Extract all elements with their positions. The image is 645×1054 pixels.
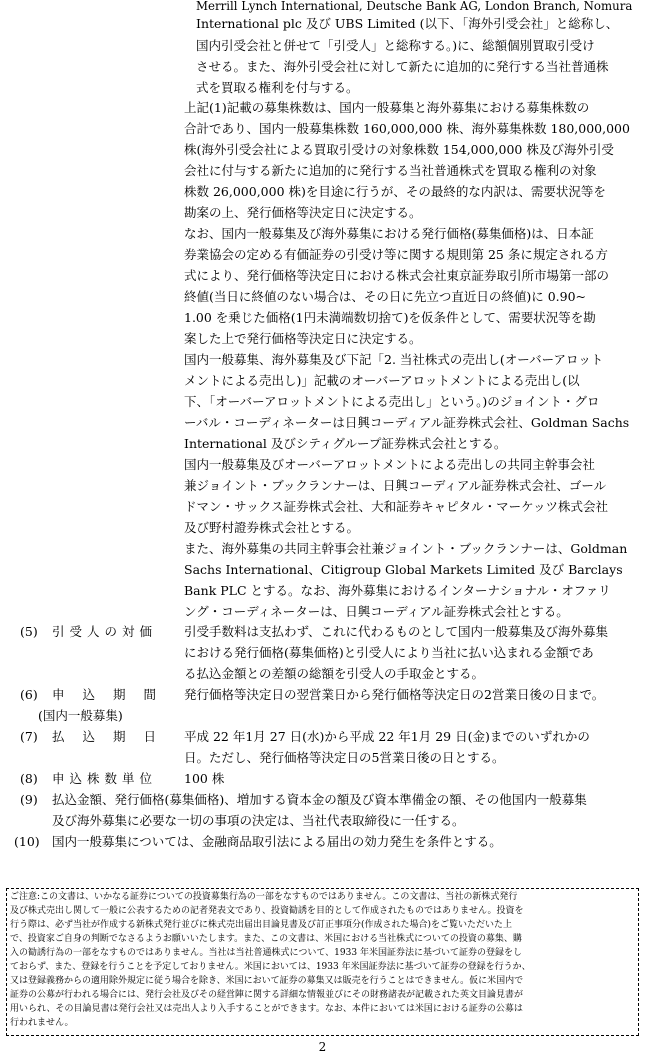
text-line: Merrill Lynch International, Deutsche Bank AG, London Branch, Nomura (196, 0, 633, 13)
item-label: 申込株数単位 (52, 771, 158, 786)
text-line: メントによる売出し)」記載のオーバーアロットメントによる売出し(以 (184, 373, 580, 388)
item-label: 払込期日 (52, 729, 175, 744)
item-number: (10) (14, 834, 40, 849)
item-number: (5) (20, 624, 38, 639)
disclaimer-line: 行う際は、必ず当社が作成する新株式発行並びに株式売出届出目論見書及び訂正事項分(作成された場合)をご覧いただいた上 (10, 920, 513, 930)
text-line: における発行価格(募集価格)と引受人により当社に払い込まれる金額であ (184, 645, 594, 660)
text-line: 日。ただし、発行価格等決定日の5営業日後の日とする。 (184, 750, 505, 765)
text-line: ング・コーディネーターは、日興コーディアル証券株式会社とする。 (184, 604, 569, 619)
text-line: 券業協会の定める有価証券の引受け等に関する規則第 25 条に規定される方 (184, 247, 608, 262)
disclaimer-line: で、投資家ご自身の判断でなさるようお願いいたします。また、この文書は、米国における当社株式についての投資の募集、購 (10, 934, 522, 944)
text-line: 合計であり、国内一般募集株数 160,000,000 株、海外募集株数 180,000,000 (184, 121, 630, 136)
disclaimer-line: 用いられ、その目論見書は発行会社又は売出人より入手することができます。なお、本件においては米国における証券の公募は (10, 1004, 523, 1014)
text-line: 払込金額、発行価格(募集価格)、増加する資本金の額及び資本準備金の額、その他国内一般募集 (52, 792, 587, 807)
disclaimer-line: 又は登録義務からの適用除外規定に従う場合を除き、米国において証券の募集又は販売を行うことはできません。仮に米国内で (10, 976, 524, 986)
text-line: 上記(1)記載の募集株数は、国内一般募集と海外募集における募集株数の (184, 100, 590, 115)
text-line: Bank PLC とする。なお、海外募集におけるインターナショナル・オファリ (184, 583, 611, 598)
disclaimer-line: 行われません。 (10, 1018, 74, 1028)
item-number: (9) (20, 792, 38, 807)
text-line: なお、国内一般募集及び海外募集における発行価格(募集価格)は、日本証 (184, 226, 594, 241)
text-line: 株数 26,000,000 株)を目途に行うが、その最終的な内訳は、需要状況等を (184, 184, 606, 199)
text-line: 終値(当日に終値のない場合は、その日に先立つ直近日の終値)に 0.90~ (184, 289, 587, 304)
text-line: 兼ジョイント・ブックランナーは、日興コーディアル証券株式会社、ゴール (184, 478, 607, 493)
text-line: Sachs International、Citigroup Global Markets Limited 及び Barclays (184, 562, 623, 577)
text-line: 式を買取る権利を付与する。 (196, 80, 359, 95)
text-line: 会社に付与する新たに追加的に発行する当社普通株式を買取る権利の対象 (184, 163, 597, 178)
text-line: 国内一般募集、海外募集及び下記「2. 当社株式の売出し(オーバーアロット (184, 352, 604, 367)
item-number: (8) (20, 771, 38, 786)
text-line: る払込金額との差額の総額を引受人の手取金とする。 (184, 666, 485, 681)
disclaimer-line: 入の勧誘行為の一部をなすものではありません。当社は当社普通株式について、1933 年米国証券法に基づいて証券の登録をし (10, 948, 522, 958)
text-line: 国内一般募集及びオーバーアロットメントによる売出しの共同主幹事会社 (184, 457, 595, 472)
item-sublabel: (国内一般募集) (38, 708, 123, 723)
disclaimer-line: 及び株式売出し関して一般に公表するための記者発表文であり、投資勧誘を目的として作成されたものではありません。投資を (10, 906, 524, 916)
text-line: 下、「オーバーアロットメントによる売出し」という。)のジョイント・グロ (184, 394, 600, 409)
text-line: 及び野村證券株式会社とする。 (184, 520, 360, 535)
item-label: 申込期間 (52, 687, 175, 702)
item-number: (7) (20, 729, 38, 744)
text-line: また、海外募集の共同主幹事会社兼ジョイント・ブックランナーは、Goldman (184, 541, 628, 556)
disclaimer-line: ご注意:この文書は、いかなる証券についての投資募集行為の一部をなすものではありません。この文書は、当社の新株式発行 (10, 892, 518, 902)
text-line: 引受手数料は支払わず、これに代わるものとして国内一般募集及び海外募集 (184, 624, 609, 639)
disclaimer-box (6, 888, 639, 1036)
text-line: 式により、発行価格等決定日における株式会社東京証券取引所市場第一部の (184, 268, 610, 283)
item-number: (6) (20, 687, 38, 702)
text-line: ドマン・サックス証券株式会社、大和証券キャピタル・マーケッツ株式会社 (184, 499, 609, 514)
text-line: 株(海外引受会社による買取引受けの対象株数 154,000,000 株及び海外引受 (184, 142, 614, 157)
text-line: させる。また、海外引受会社に対して新たに追加的に発行する当社普通株 (196, 59, 609, 74)
text-line: 1.00 を乗じた価格(1円未満端数切捨て)を仮条件として、需要状況等を勘 (184, 310, 596, 325)
text-line: ーバル・コーディネーターは日興コーディアル証券株式会社、Goldman Sachs (184, 415, 630, 430)
text-line: International 及びシティグループ証券株式会社とする。 (184, 436, 507, 451)
text-line: 国内引受会社と併せて「引受人」と総称する。)に、総額個別買取引受け (196, 38, 595, 53)
text-line: 発行価格等決定日の翌営業日から発行価格等決定日の2営業日後の日まで。 (184, 687, 605, 702)
text-line: 案した上で発行価格等決定日に決定する。 (184, 331, 422, 346)
text-line: 及び海外募集に必要な一切の事項の決定は、当社代表取締役に一任する。 (52, 813, 465, 828)
disclaimer-line: 証券の公募が行われる場合には、発行会社及びその経営陣に関する詳細な情報並びにその財務諸表が記載された英文目論見書が (10, 990, 524, 1000)
text-line: 平成 22 年1月 27 日(水)から平成 22 年1月 29 日(金)までのいずれかの (184, 729, 590, 744)
disclaimer-line: ておらず、また、登録を行うことを予定しておりません。米国においては、1933 年米国証券法に基づいて証券の登録を行うか、 (10, 962, 531, 972)
item-label: 引受人の対価 (52, 624, 158, 639)
text-line: 100 株 (184, 771, 225, 786)
page-number: 2 (318, 1040, 327, 1054)
text-line: International plc 及び UBS Limited (以下、「海外引受会社」と総称し、 (196, 16, 619, 31)
text-line: 勘案の上、発行価格等決定日に決定する。 (184, 205, 422, 220)
text-line: 国内一般募集については、金融商品取引法による届出の効力発生を条件とする。 (52, 834, 502, 849)
